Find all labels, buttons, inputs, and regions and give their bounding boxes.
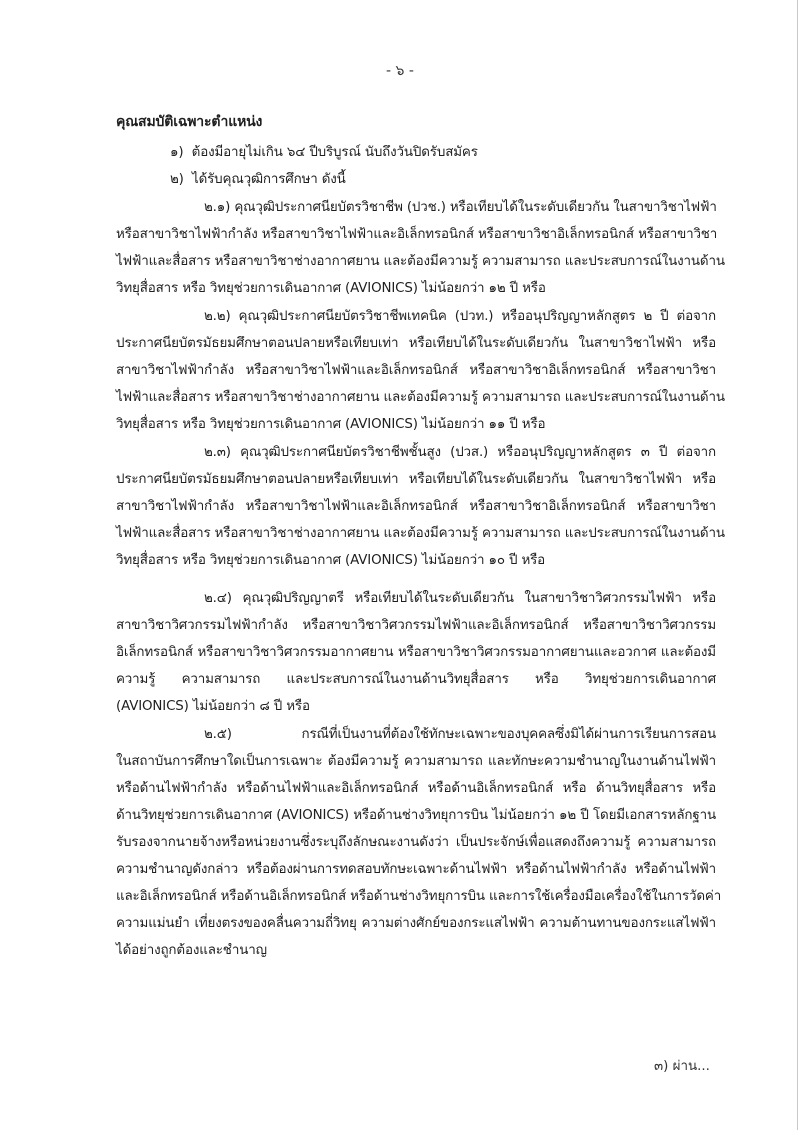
- section-heading: คุณสมบัติเฉพาะตำแหน่ง: [116, 114, 263, 130]
- subitem-2-5-line-5: รับรองจากนายจ้างหรือหน่วยงานซึ่งระบุถึงลักษณะงานดังว่า เป็นประจักษ์เพื่อแสดงถึงความรู้ ความสามารถ: [116, 835, 716, 850]
- item-1-text: ต้องมีอายุไม่เกิน ๖๔ ปีบริบูรณ์ นับถึงวันปิดรับสมัคร: [191, 145, 478, 160]
- subitem-2-1-line-2: หรือสาขาวิชาไฟฟ้ากำลัง หรือสาขาวิชาไฟฟ้าและอิเล็กทรอนิกส์ หรือสาขาวิชาอิเล็กทรอนิกส์ หรือสาขาวิชา: [116, 227, 718, 242]
- item-2-text: ได้รับคุณวุฒิการศึกษา ดังนี้: [191, 172, 346, 187]
- subitem-2-2-line-1: ๒.๒) คุณวุฒิประกาศนียบัตรวิชาชีพเทคนิค (ปวท.) หรืออนุปริญญาหลักสูตร ๒ ปี ต่อจาก: [204, 309, 716, 324]
- subitem-2-4-line-4: ความรู้ ความสามารถ และประสบการณ์ในงานด้านวิทยุสื่อสาร หรือ วิทยุช่วยการเดินอากาศ: [116, 672, 716, 687]
- subitem-2-5-line-4: ด้านวิทยุช่วยการเดินอากาศ (AVIONICS) หรือด้านช่างวิทยุการบิน ไม่น้อยกว่า ๑๒ ปี โดยมีเอกสารหลักฐาน: [116, 808, 716, 823]
- item-2-label: ๒): [170, 172, 184, 187]
- subitem-2-5-line-3: หรือด้านไฟฟ้ากำลัง หรือด้านไฟฟ้าและอิเล็กทรอนิกส์ หรือด้านอิเล็กทรอนิกส์ หรือ ด้านวิทยุสื่อสาร หรือ: [116, 781, 716, 796]
- subitem-2-3-line-2: ประกาศนียบัตรมัธยมศึกษาตอนปลายหรือเทียบเท่า หรือเทียบได้ในระดับเดียวกัน ในสาขาวิชาไฟฟ้า หรือ: [116, 472, 716, 487]
- subitem-2-4-line-5: (AVIONICS) ไม่น้อยกว่า ๘ ปี หรือ: [116, 699, 310, 714]
- subitem-2-4-line-3: อิเล็กทรอนิกส์ หรือสาขาวิชาวิศวกรรมอากาศยาน หรือสาขาวิชาวิศวกรรมอากาศยานและอวกาศ และต้องมี: [116, 645, 716, 660]
- subitem-2-3-line-4: ไฟฟ้าและสื่อสาร หรือสาขาวิชาช่างอากาศยาน และต้องมีความรู้ ความสามารถ และประสบการณ์ในงานด้าน: [116, 526, 725, 541]
- subitem-2-2-line-4: ไฟฟ้าและสื่อสาร หรือสาขาวิชาช่างอากาศยาน และต้องมีความรู้ ความสามารถ และประสบการณ์ในงานด้าน: [116, 390, 725, 405]
- subitem-2-5-line-1: ๒.๕) กรณีที่เป็นงานที่ต้องใช้ทักษะเฉพาะของบุคคลซึ่งมิได้ผ่านการเรียนการสอน: [204, 727, 716, 742]
- item-1-label: ๑): [170, 145, 184, 160]
- subitem-2-5-line-6: ความชำนาญดังกล่าว หรือต้องผ่านการทดสอบทักษะเฉพาะด้านไฟฟ้า หรือด้านไฟฟ้ากำลัง หรือด้านไฟฟ้า: [116, 862, 716, 877]
- subitem-2-4-line-2: สาขาวิชาวิศวกรรมไฟฟ้ากำลัง หรือสาขาวิชาวิศวกรรมไฟฟ้าและอิเล็กทรอนิกส์ หรือสาขาวิชาวิศวกรรม: [116, 618, 716, 633]
- subitem-2-1-line-3: ไฟฟ้าและสื่อสาร หรือสาขาวิชาช่างอากาศยาน และต้องมีความรู้ ความสามารถ และประสบการณ์ในงานด้าน: [116, 254, 725, 269]
- subitem-2-2-line-2: ประกาศนียบัตรมัธยมศึกษาตอนปลายหรือเทียบเท่า หรือเทียบได้ในระดับเดียวกัน ในสาขาวิชาไฟฟ้า หรือ: [116, 336, 716, 351]
- subitem-2-1-line-1: ๒.๑) คุณวุฒิประกาศนียบัตรวิชาชีพ (ปวช.) หรือเทียบได้ในระดับเดียวกัน ในสาขาวิชาไฟฟ้า: [204, 200, 717, 215]
- subitem-2-3-line-5: วิทยุสื่อสาร หรือ วิทยุช่วยการเดินอากาศ (AVIONICS) ไม่น้อยกว่า ๑๐ ปี หรือ: [116, 553, 546, 568]
- subitem-2-5-line-8: ความแม่นยำ เที่ยงตรงของคลื่นความถี่วิทยุ ความต่างศักย์ของกระแสไฟฟ้า ความต้านทานของกระแสไฟฟ้า: [116, 916, 716, 931]
- item-2: [170, 171, 716, 189]
- page-number: - ๖ -: [386, 63, 414, 79]
- page-edge: [797, 0, 798, 1130]
- item-1: [170, 144, 716, 162]
- subitem-2-5-line-2: ในสถาบันการศึกษาใดเป็นการเฉพาะ ต้องมีความรู้ ความสามารถ และทักษะความชำนาญในงานด้านไฟฟ้า: [116, 754, 716, 769]
- subitem-2-5-line-9: ได้อย่างถูกต้องและชำนาญ: [116, 943, 267, 958]
- subitem-2-4-line-1: ๒.๔) คุณวุฒิปริญญาตรี หรือเทียบได้ในระดับเดียวกัน ในสาขาวิชาวิศวกรรมไฟฟ้า หรือ: [204, 591, 716, 606]
- subitem-2-2-line-5: วิทยุสื่อสาร หรือ วิทยุช่วยการเดินอากาศ (AVIONICS) ไม่น้อยกว่า ๑๑ ปี หรือ: [116, 417, 546, 432]
- continuation-marker: ๓) ผ่าน...: [654, 1059, 710, 1074]
- subitem-2-2-line-3: สาขาวิชาไฟฟ้ากำลัง หรือสาขาวิชาไฟฟ้าและอิเล็กทรอนิกส์ หรือสาขาวิชาอิเล็กทรอนิกส์ หรือสาขาวิชา: [116, 363, 716, 378]
- subitem-2-3-line-3: สาขาวิชาไฟฟ้ากำลัง หรือสาขาวิชาไฟฟ้าและอิเล็กทรอนิกส์ หรือสาขาวิชาอิเล็กทรอนิกส์ หรือสาขาวิชา: [116, 499, 716, 514]
- subitem-2-5-line-7: และอิเล็กทรอนิกส์ หรือด้านอิเล็กทรอนิกส์ หรือด้านช่างวิทยุการบิน และการใช้เครื่องมือเครื่องใช้ในการวัดค่า: [116, 889, 722, 904]
- subitem-2-1-line-4: วิทยุสื่อสาร หรือ วิทยุช่วยการเดินอากาศ (AVIONICS) ไม่น้อยกว่า ๑๒ ปี หรือ: [116, 281, 546, 296]
- subitem-2-3-line-1: ๒.๓) คุณวุฒิประกาศนียบัตรวิชาชีพชั้นสูง (ปวส.) หรืออนุปริญญาหลักสูตร ๓ ปี ต่อจาก: [204, 445, 716, 460]
